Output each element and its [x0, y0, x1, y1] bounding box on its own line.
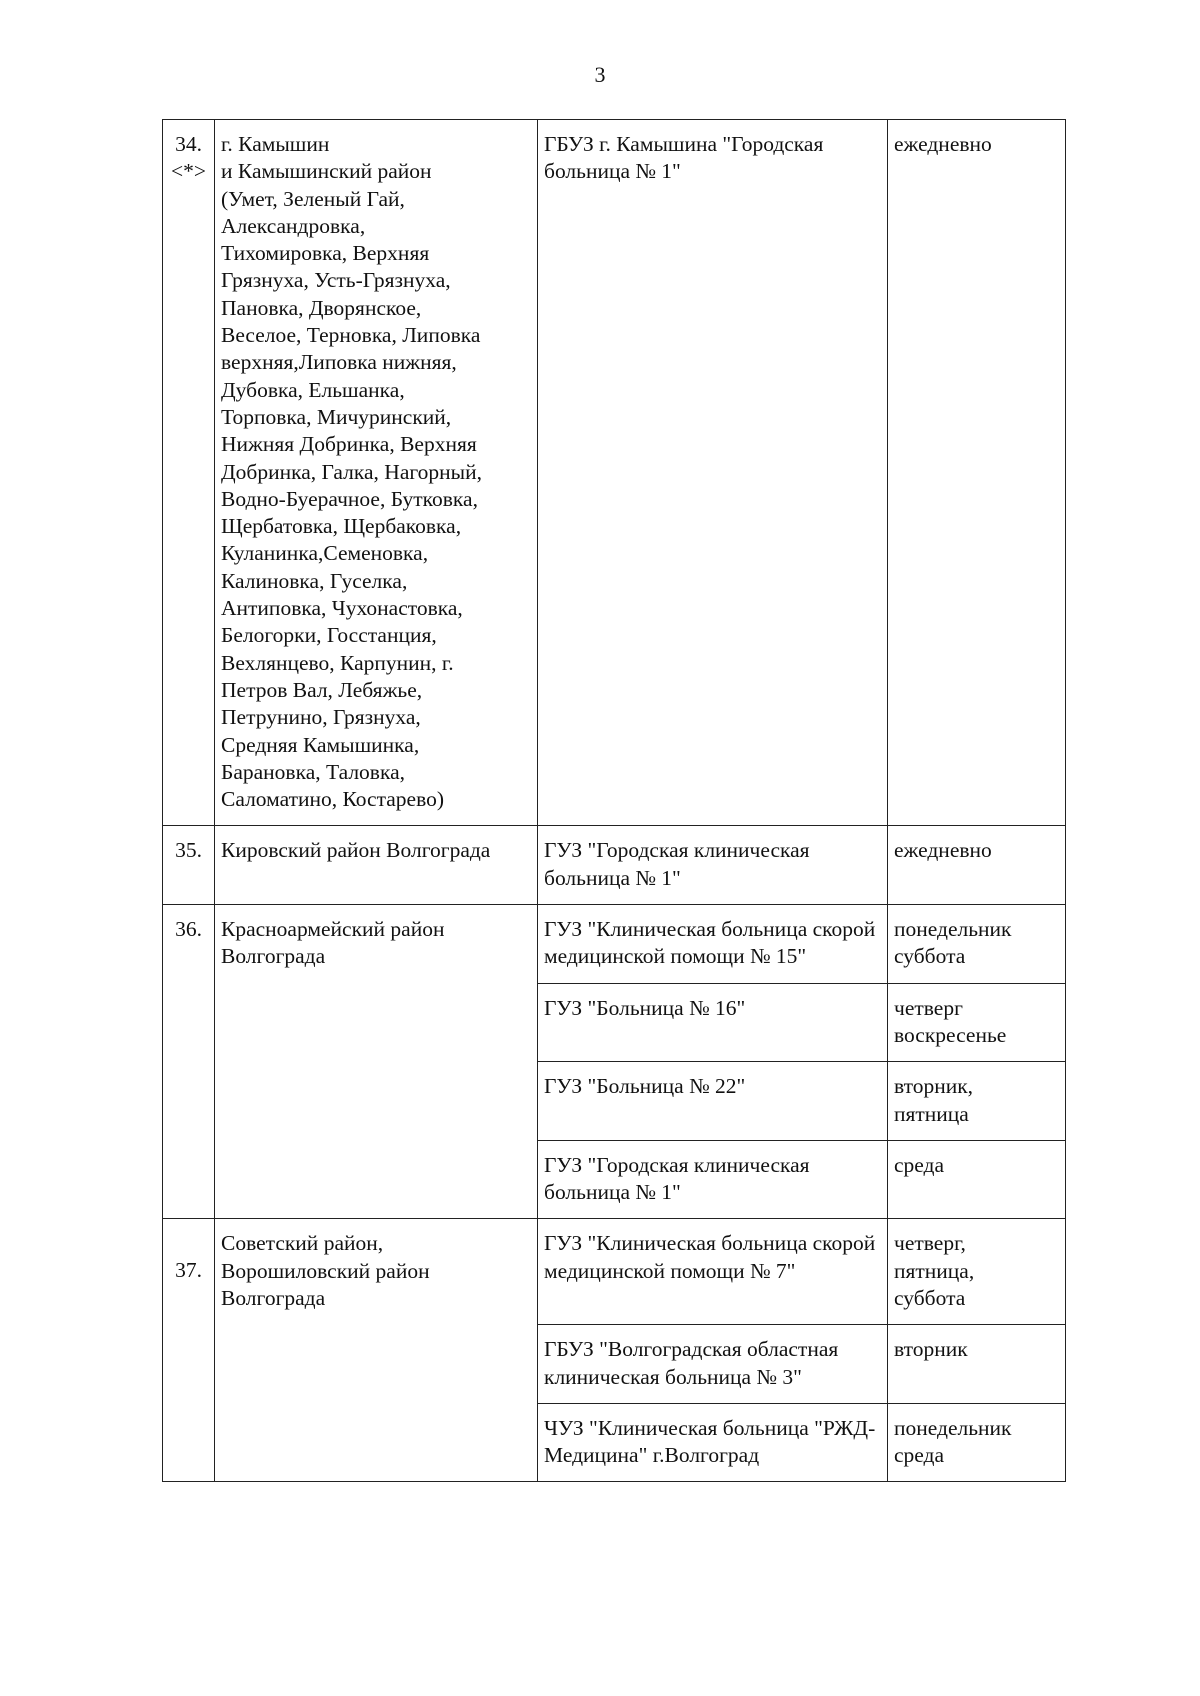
- district-line: Барановка, Таловка,: [221, 759, 405, 784]
- district-line: Дубовка, Ельшанка,: [221, 377, 405, 402]
- hospital-cell: ЧУЗ "Клиническая больница "РЖД-Медицина" г.Волгоград: [538, 1403, 888, 1482]
- district-line: Куланинка,Семеновка,: [221, 541, 429, 566]
- district-line: Советский район,: [221, 1231, 384, 1256]
- district-line: Нижняя Добринка, Верхняя: [221, 432, 477, 457]
- hospital-cell: ГУЗ "Клиническая больница скорой медицинской помощи № 7": [538, 1219, 888, 1325]
- schedule-days-cell: понедельник среда: [888, 1403, 1066, 1482]
- district-line: Грязнуха, Усть-Грязнуха,: [221, 268, 451, 293]
- district-line: Калиновка, Гуселка,: [221, 568, 408, 593]
- schedule-days-cell: вторник, пятница: [888, 1062, 1066, 1141]
- hospital-cell: ГУЗ "Больница № 16": [538, 983, 888, 1062]
- district-cell: [215, 826, 538, 905]
- district-cell: [215, 120, 538, 826]
- schedule-days-cell: ежедневно: [888, 120, 1066, 826]
- schedule-days-cell: вторник: [888, 1325, 1066, 1404]
- page-number: 3: [594, 62, 606, 87]
- district-line: Волгограда: [221, 944, 326, 969]
- row-number: 36.: [175, 917, 202, 942]
- district-line: Вехлянцево, Карпунин, г.: [221, 650, 454, 675]
- hospital-cell: ГУЗ "Городская клиническая больница № 1": [538, 1140, 888, 1219]
- district-line: Щербатовка, Щербаковка,: [221, 514, 462, 539]
- district-line: г. Камышин: [221, 132, 330, 156]
- schedule-days-cell: понедельник суббота: [888, 905, 1066, 984]
- district-line: Петрунино, Грязнуха,: [221, 705, 421, 730]
- schedule-days-cell: четверг воскресенье: [888, 983, 1066, 1062]
- district-line: Ворошиловский район: [221, 1258, 430, 1283]
- row-number: 35.: [175, 838, 202, 863]
- district-line: и Камышинский район: [221, 159, 432, 184]
- district-line: Веселое, Терновка, Липовка: [221, 323, 481, 348]
- row-number-cell: [163, 826, 215, 905]
- schedule-days-cell: четверг, пятница, суббота: [888, 1219, 1066, 1325]
- row-number-cell: [163, 120, 215, 826]
- schedule-days-cell: ежедневно: [888, 826, 1066, 905]
- district-line: Петров Вал, Лебяжье,: [221, 677, 423, 702]
- district-line: Водно-Буерачное, Бутковка,: [221, 486, 478, 511]
- row-number-cell: [163, 905, 215, 1219]
- district-line: (Умет, Зеленый Гай,: [221, 186, 405, 211]
- district-line: Красноармейский район: [221, 917, 445, 942]
- district-line: Кировский район Волгограда: [221, 838, 491, 863]
- district-line: Торповка, Мичуринский,: [221, 404, 452, 429]
- hospital-cell: ГУЗ "Городская клиническая больница № 1": [538, 826, 888, 905]
- table-row: [163, 826, 1066, 905]
- row-note: <*>: [170, 159, 206, 184]
- row-number-cell: [163, 1219, 215, 1482]
- table-row: [163, 120, 1066, 826]
- district-line: Волгограда: [221, 1285, 326, 1310]
- district-line: Саломатино, Костарево): [221, 787, 444, 812]
- district-line: Александровка,: [221, 213, 366, 238]
- district-line: Пановка, Дворянское,: [221, 295, 422, 320]
- district-line: верхняя,Липовка нижняя,: [221, 350, 457, 375]
- row-number: 34.: [175, 132, 202, 156]
- hospital-cell: ГУЗ "Больница № 22": [538, 1062, 888, 1141]
- district-line: Белогорки, Госстанция,: [221, 623, 437, 648]
- district-cell: [215, 905, 538, 1219]
- district-cell: [215, 1219, 538, 1482]
- district-line: Тихомировка, Верхняя: [221, 241, 430, 266]
- hospital-cell: ГБУЗ г. Камышина "Городская больница № 1": [538, 120, 888, 826]
- table-row: [163, 905, 1066, 984]
- row-number: 37.: [175, 1258, 202, 1283]
- schedule-days-cell: среда: [888, 1140, 1066, 1219]
- hospital-cell: ГБУЗ "Волгоградская областная клиническая больница № 3": [538, 1325, 888, 1404]
- table-row: [163, 1219, 1066, 1325]
- schedule-table: [162, 119, 1066, 1482]
- district-line: Средняя Камышинка,: [221, 732, 420, 757]
- district-line: Антиповка, Чухонастовка,: [221, 596, 463, 621]
- district-line: Добринка, Галка, Нагорный,: [221, 459, 482, 484]
- hospital-cell: ГУЗ "Клиническая больница скорой медицинской помощи № 15": [538, 905, 888, 984]
